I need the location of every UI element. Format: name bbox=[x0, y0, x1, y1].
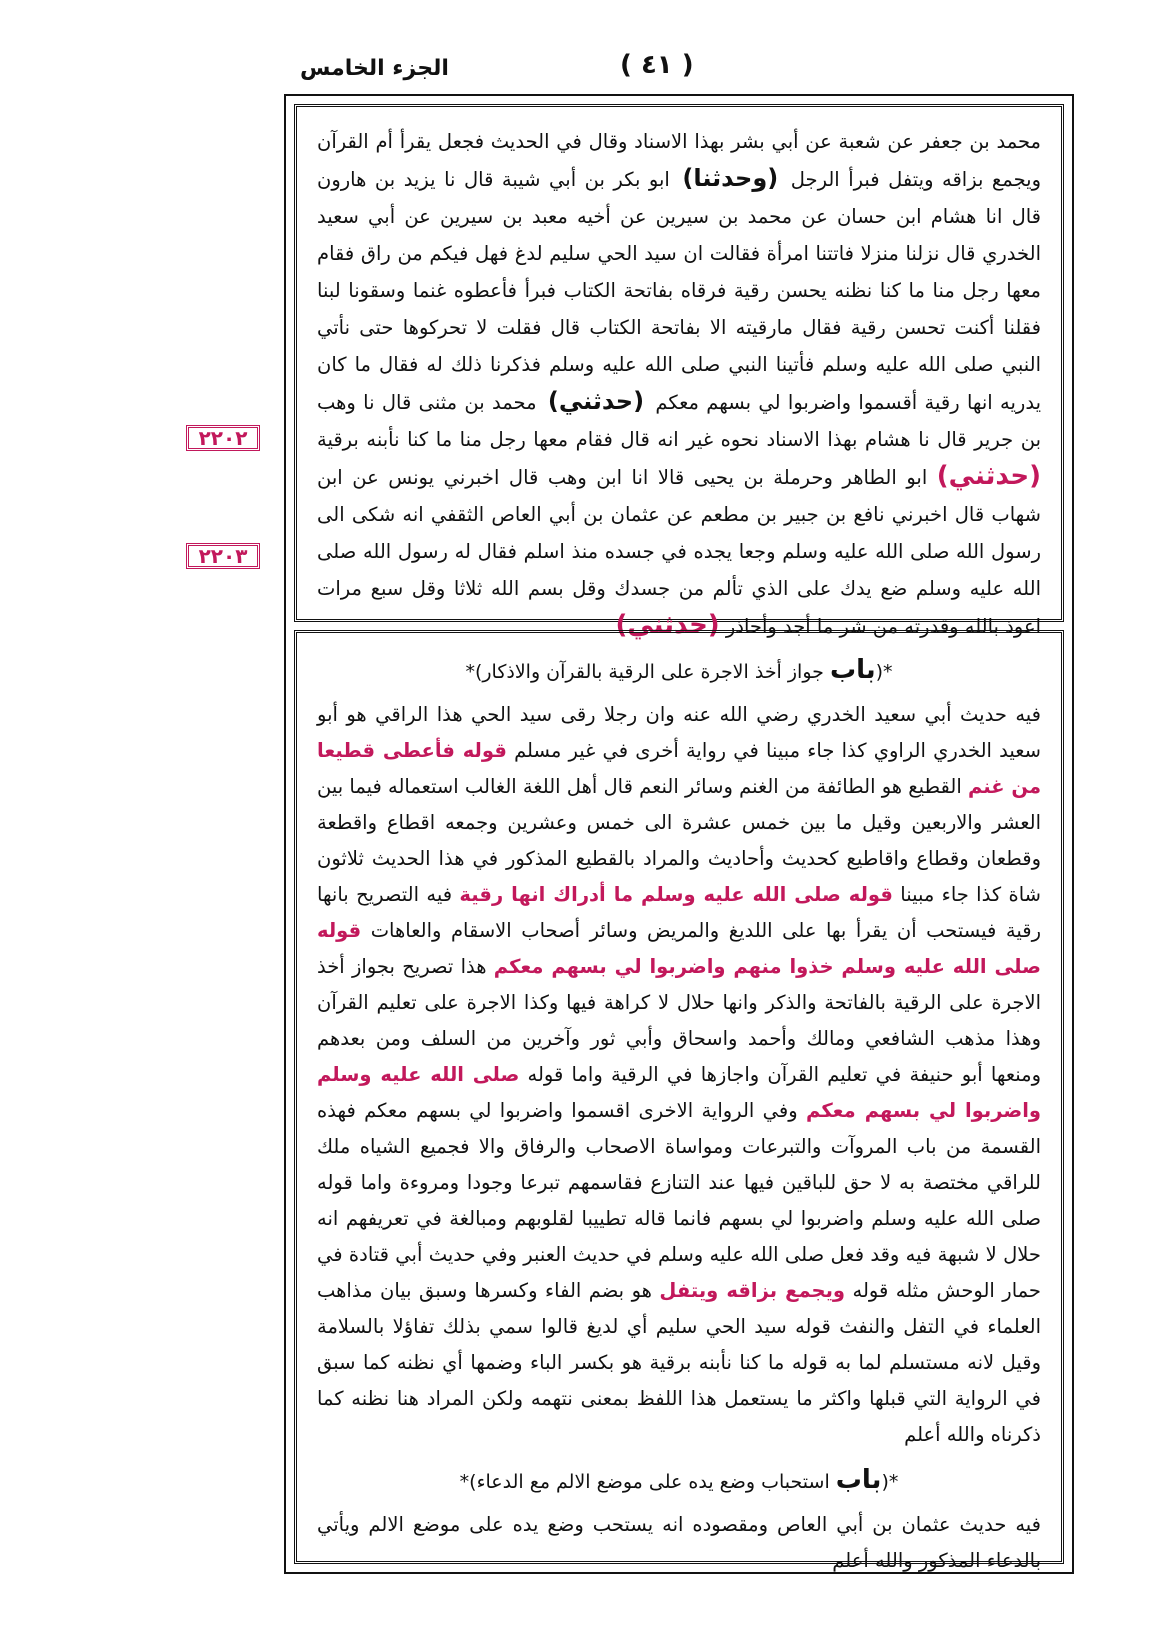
heading-text: جواز أخذ الاجرة على الرقية بالقرآن والاذكار bbox=[482, 661, 824, 683]
quoted-phrase: ويجمع بزاقه ويتفل bbox=[659, 1279, 846, 1302]
commentary-paragraph bbox=[317, 697, 1041, 1453]
section-heading: *(باب استحباب وضع يده على موضع الالم مع الدعاء)* bbox=[459, 1465, 899, 1495]
quoted-phrase: قوله صلى الله عليه وسلم ما أدراك انها رقية bbox=[459, 883, 893, 906]
narration-marker: (حدثني) bbox=[547, 387, 645, 415]
commentary-box bbox=[294, 630, 1064, 1572]
narration-marker-highlight: (حدثني) bbox=[936, 461, 1041, 491]
heading-text: استحباب وضع يده على موضع الالم مع الدعاء bbox=[476, 1471, 830, 1493]
narration-marker: (وحدثنا) bbox=[682, 164, 779, 192]
part-title: الجزء الخامس bbox=[300, 56, 449, 81]
quoted-phrase: قوله صلى الله عليه وسلم خذوا منهم واضربوا لي بسهم معكم bbox=[317, 919, 1041, 978]
page-number: ( ٤١ ) bbox=[620, 50, 694, 80]
bab-label: باب bbox=[829, 655, 876, 685]
hadith-number-2202: ٢٢٠٢ bbox=[186, 425, 260, 451]
hadith-number-2203: ٢٢٠٣ bbox=[186, 543, 260, 569]
commentary-segment: فيه حديث أبي سعيد الخدري رضي الله عنه وان رجلا رقى سيد الحي هذا الراقي هو أبو سعيد الخدري الراوي كذا جاء مبينا في رواية أخرى في غير مسلم bbox=[317, 703, 1041, 762]
hadith-paragraph bbox=[317, 123, 1041, 645]
bab-label: باب bbox=[835, 1465, 882, 1495]
commentary-segment: القطيع هو الطائفة من الغنم وسائر النعم قال أهل اللغة الغالب استعماله فيما بين العشر والاربعين وقيل ما بين خمس عشرة الى خمس وعشرين وجمعه اقطاع واقطعة وقطعان وقطاع واقاطيع كحديث وأحاديث والمراد بالقطيع المذكور في هذا الحديث ثلاثون شاة كذا جاء مبينا bbox=[317, 775, 1041, 906]
commentary-segment: هذا تصريح بجواز أخذ الاجرة على الرقية بالفاتحة والذكر وانها حلال لا كراهة فيها وكذا الاجرة على تعليم القرآن وهذا مذهب الشافعي ومالك وأحمد واسحاق وأبي ثور وآخرين من السلف ومن بعدهم ومنعها أبو حنيفة في تعليم القرآن واجازها في الرقية واما قوله bbox=[317, 955, 1041, 1086]
section-heading: *(باب جواز أخذ الاجرة على الرقية بالقرآن والاذكار)* bbox=[465, 655, 893, 685]
commentary-segment: فيه التصريح بانها رقية فيستحب أن يقرأ بها على اللديغ والمريض وسائر أصحاب الاسقام والعاهات bbox=[317, 883, 1041, 942]
hadith-text-box bbox=[294, 104, 1064, 640]
hadith-text-segment: محمد بن جعفر عن شعبة عن أبي بشر بهذا الاسناد وقال في الحديث فجعل يقرأ أم القرآن ويجمع بزاقه ويتفل فبرأ الرجل bbox=[317, 130, 1041, 191]
commentary-segment: فيه حديث عثمان بن أبي العاص ومقصوده انه يستحب وضع يده على موضع الالم ويأتي بالدعاء المذكور والله أعلم bbox=[317, 1513, 1041, 1572]
hadith-text-segment: ابو بكر بن أبي شيبة قال نا يزيد بن هارون قال انا هشام ابن حسان عن محمد بن سيرين عن أخيه معبد بن سيرين عن أبي سعيد الخدري قال نزلنا منزلا فاتتنا امرأة فقالت ان سيد الحي سليم لدغ فهل فيكم من راق فقام معها رجل منا ما كنا نظنه يحسن رقية فرقاه بفاتحة الكتاب فبرأ فأعطوه غنما وسقونا لبنا فقلنا أكنت تحسن رقية فقال مارقيته الا بفاتحة الكتاب قال فقلت لا تحركوها حتى نأتي النبي صلى الله عليه وسلم فأتينا النبي صلى الله عليه وسلم فذكرنا ذلك له فقال ما كان يدريه انها رقية أقسموا واضربوا لي بسهم معكم bbox=[317, 168, 1042, 414]
narration-marker-highlight: (حدثني) bbox=[615, 610, 720, 640]
page-frame bbox=[284, 94, 1074, 1574]
commentary-segment: وفي الرواية الاخرى اقسموا واضربوا لي بسهم معكم فهذه القسمة من باب المروآت والتبرعات ومواساة الاصحاب والرفاق والا فجميع الشياه ملك للراقي مختصة به لا حق للباقين فيها عند التنازع فقاسمهم تبرعا وجودا ومروءة واما قوله صلى الله عليه وسلم واضربوا لي بسهم فانما قاله تطييبا لقلوبهم ومبالغة في تعريفهم انه حلال لا شبهة فيه وقد فعل صلى الله عليه وسلم في حديث العنبر وفي حديث أبي قتادة في حمار الوحش مثله قوله bbox=[317, 1099, 1041, 1302]
quoted-phrase: صلى الله عليه وسلم واضربوا لي بسهم معكم bbox=[317, 1063, 1042, 1122]
commentary-paragraph bbox=[317, 1507, 1041, 1579]
quoted-phrase: قوله فأعطى قطيعا من غنم bbox=[317, 739, 1042, 798]
hadith-text-segment: ابو الطاهر وحرملة بن يحيى قالا انا ابن وهب قال اخبرني يونس عن ابن شهاب قال اخبرني نافع بن جبير بن مطعم عن عثمان بن أبي العاص الثقفي انه شكى الى رسول الله صلى الله عليه وسلم وجعا يجده في جسده منذ اسلم فقال له رسول الله صلى الله عليه وسلم ضع يدك على الذي تألم من جسدك وقل بسم الله ثلاثا وقل سبع مرات اعوذ بالله وقدرته من شر ما أجد وأحاذر bbox=[317, 466, 1041, 638]
commentary-segment: هو بضم الفاء وكسرها وسبق بيان مذاهب العلماء في التفل والنفث قوله سيد الحي سليم أي لديغ قالوا سمي بذلك تفاؤلا بالسلامة وقيل لانه مستسلم لما به قوله ما كنا نأبنه برقية هو بكسر الباء وضمها أي نظنه كما سبق في الرواية التي قبلها واكثر ما يستعمل هذا اللفظ بمعنى نتهمه ولكن المراد هنا نظنه كما ذكرناه والله أعلم bbox=[317, 1279, 1041, 1446]
page-header bbox=[0, 50, 1158, 94]
hadith-text-segment: محمد بن مثنى قال نا وهب بن جرير قال نا هشام بهذا الاسناد نحوه غير انه قال فقام معها رجل منا ما كنا نأبنه برقية bbox=[317, 391, 1041, 451]
